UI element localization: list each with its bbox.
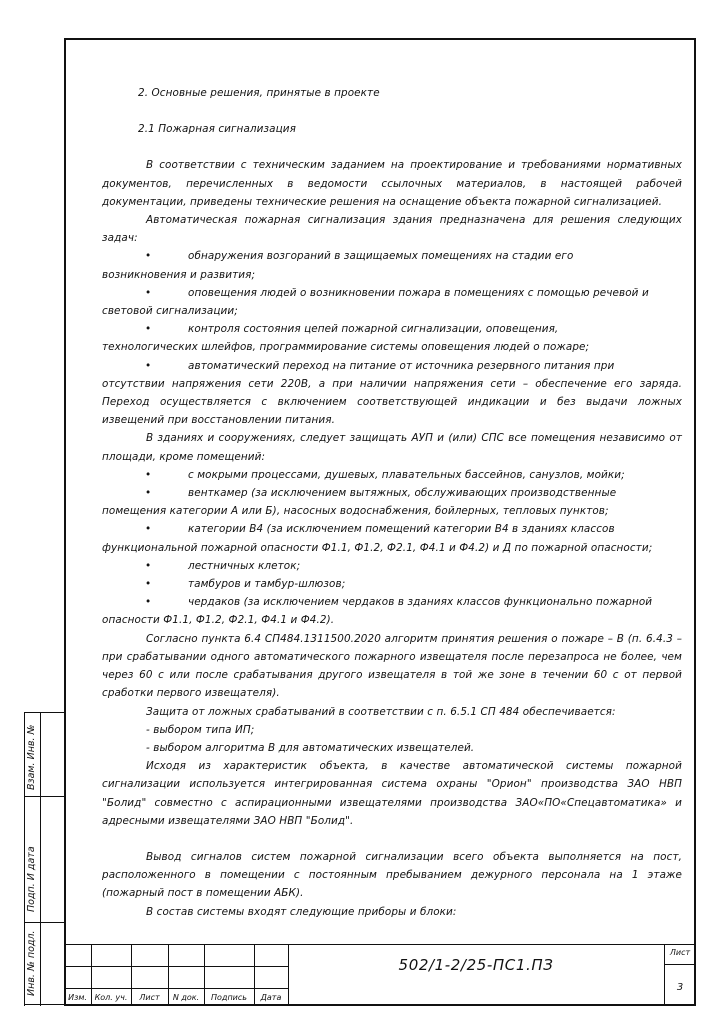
title-block <box>64 944 696 1006</box>
bullet-icon: • <box>145 323 152 336</box>
list-item: • с мокрыми процессами, душевых, плавательных бассейнов, санузлов, мойки; <box>102 466 682 484</box>
dash-item: - выбором алгоритма В для автоматических извещателей. <box>146 741 475 754</box>
bullet-icon: • <box>145 523 152 536</box>
sheet-label: Лист <box>669 948 691 957</box>
paragraph-purpose: Автоматическая пожарная сигнализация здания предназначена для решения следующих задач: <box>102 214 682 245</box>
bullet-icon: • <box>145 250 152 263</box>
tasks-list <box>102 247 682 429</box>
list-item: • категории В4 (за исключением помещений категории В4 в зданиях классов функциональной пожарной опасности Ф1.1, Ф1.2, Ф2.1, Ф4.1 и Ф4.2) и Д по пожарной опасности; <box>102 520 682 556</box>
podp-label: Подп. И дата <box>26 846 37 912</box>
bullet-icon: • <box>145 286 152 299</box>
list-item: • контроля состояния цепей пожарной сигнализации, оповещения, технологических шлейфов, программирование системы оповещения людей о пожаре; <box>102 320 682 356</box>
paragraph-output: Вывод сигналов систем пожарной сигнализации всего объекта выполняется на пост, расположенного в помещении с постоянным пребыванием дежурного персонала на 1 этаже (пожарный пост в помещении АБК). <box>102 850 682 900</box>
section-heading: 2. Основные решения, принятые в проекте <box>138 87 380 99</box>
subsection-heading: 2.1 Пожарная сигнализация <box>138 123 296 136</box>
bullet-icon: • <box>145 559 152 572</box>
paragraph-exceptions: В зданиях и сооружениях, следует защищать АУП и (или) СПС все помещения независимо от площади, кроме помещений: <box>102 432 682 463</box>
inv-label: Инв. № подл. <box>26 930 37 996</box>
list-item: • лестничных клеток; <box>102 557 682 575</box>
side-stamp <box>24 712 64 1006</box>
bullet-icon: • <box>145 596 152 609</box>
col-ndok: N док. <box>172 993 200 1002</box>
bullet-icon: • <box>145 468 152 481</box>
bullet-icon: • <box>145 487 152 500</box>
paragraph-intro: В соответствии с техническим заданием на проектирование и требованиями нормативных документов, перечисленных в ведомости ссылочных материалов, в настоящей рабочей документации, приведены технические решения на оснащение объекта пожарной сигнализацией. <box>102 159 682 208</box>
dash-item: - выбором типа ИП; <box>146 723 255 736</box>
list-item: • венткамер (за исключением вытяжных, обслуживающих производственные помещения категории А или Б), насосных водоснабжения, бойлерных, тепловых пунктов; <box>102 484 682 520</box>
paragraph-system: Исходя из характеристик объекта, в качестве автоматической системы пожарной сигнализации используется интегрированная система охраны "Орион" производства ЗАО НВП "Болид" совместно с аспирационными извещателями производства ЗАО«ПО«Спецавтоматика» и адресными извещателями ЗАО НВП "Болид". <box>102 760 682 827</box>
exceptions-list <box>102 466 682 630</box>
paragraph-composition: В состав системы входят следующие приборы и блоки: <box>146 905 457 918</box>
list-item: • автоматический переход на питание от источника резервного питания при отсутствии напряжения сети 220В, а при наличии напряжения сети – обеспечение его заряда. Переход осуществляется с включением соответствующей индикации и без выдачи ложных извещений при восстановлении питания. <box>102 357 682 430</box>
paragraph-algorithm: Согласно пункта 6.4 СП484.1311500.2020 алгоритм принятия решения о пожаре – В (п. 6.4.3 – при срабатывании одного автоматического пожарного извещателя после перезапроса не более, чем через 60 с или после срабатывания другого извещателя в той же зоне в течении 60 с от первой сработки первого извещателя). <box>102 632 682 700</box>
list-item: • чердаков (за исключением чердаков в зданиях классов функционально пожарной опасности Ф1.1, Ф1.2, Ф2.1, Ф4.1 и Ф4.2). <box>102 593 682 629</box>
col-kol: Кол. уч. <box>94 993 128 1002</box>
list-item: • оповещения людей о возникновении пожара в помещениях с помощью речевой и световой сигнализации; <box>102 284 682 320</box>
col-data: Дата <box>260 993 282 1002</box>
list-item: • тамбуров и тамбур-шлюзов; <box>102 575 682 593</box>
col-izm: Изм. <box>68 993 87 1002</box>
sheet-number: 3 <box>676 982 684 993</box>
bullet-icon: • <box>145 359 152 372</box>
col-list: Лист <box>139 993 160 1002</box>
col-podpis: Подпись <box>211 993 247 1002</box>
vzam-label: Взам. Инв. № <box>26 724 37 790</box>
document-number: 502/1-2/25-ПС1.ПЗ <box>398 956 554 974</box>
list-item: • обнаружения возгораний в защищаемых помещениях на стадии его возникновения и развития; <box>102 247 682 283</box>
bullet-icon: • <box>145 578 152 591</box>
document-body <box>102 84 682 921</box>
paragraph-false-alarm: Защита от ложных срабатываний в соответствии с п. 6.5.1 СП 484 обеспечивается: <box>146 705 616 718</box>
